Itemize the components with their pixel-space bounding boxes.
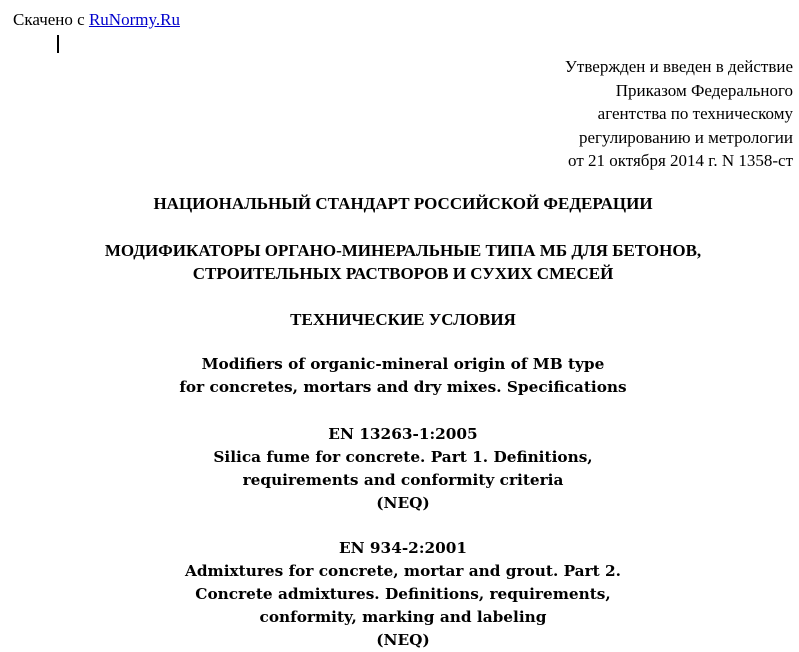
approval-line: от 21 октября 2014 г. N 1358-ст xyxy=(568,151,793,170)
reference-line: Admixtures for concrete, mortar and grout. Part 2. xyxy=(184,562,622,580)
subtitle-ru: ТЕХНИЧЕСКИЕ УСЛОВИЯ xyxy=(290,310,516,329)
reference-code: EN 13263-1:2005 xyxy=(328,425,478,443)
approval-line: регулированию и метрологии xyxy=(578,127,793,147)
approval-block xyxy=(373,55,793,173)
reference-line: conformity, marking and labeling xyxy=(259,608,547,626)
reference-en-934 xyxy=(0,537,799,652)
reference-degree: (NEQ) xyxy=(376,631,430,649)
title-ru-line: МОДИФИКАТОРЫ ОРГАНО-МИНЕРАЛЬНЫЕ ТИПА МБ ДЛЯ БЕТОНОВ, xyxy=(104,241,702,260)
source-link[interactable]: RuNormy.Ru xyxy=(88,10,180,29)
title-ru xyxy=(0,239,799,285)
approval-line: Приказом Федерального xyxy=(615,80,793,100)
reference-code: EN 934-2:2001 xyxy=(338,539,468,557)
approval-line: Утвержден и введен в действие xyxy=(564,57,793,76)
title-en-line: Modifiers of organic-mineral origin of MB type xyxy=(201,355,605,373)
title-en xyxy=(0,353,799,399)
source-line xyxy=(13,9,180,31)
standard-type: НАЦИОНАЛЬНЫЙ СТАНДАРТ РОССИЙСКОЙ ФЕДЕРАЦИИ xyxy=(153,194,653,213)
title-ru-line: СТРОИТЕЛЬНЫХ РАСТВОРОВ И СУХИХ СМЕСЕЙ xyxy=(192,264,614,283)
reference-en-13263 xyxy=(0,423,799,515)
reference-line: Silica fume for concrete. Part 1. Definitions, xyxy=(213,448,593,466)
text-cursor xyxy=(57,35,59,53)
reference-line: requirements and conformity criteria xyxy=(242,471,564,489)
reference-degree: (NEQ) xyxy=(376,494,430,512)
approval-line: агентства по техническому xyxy=(597,104,793,123)
reference-line: Concrete admixtures. Definitions, requirements, xyxy=(195,585,611,603)
title-en-line: for concretes, mortars and dry mixes. Specifications xyxy=(179,378,627,396)
source-prefix: Скачено с xyxy=(13,10,89,29)
